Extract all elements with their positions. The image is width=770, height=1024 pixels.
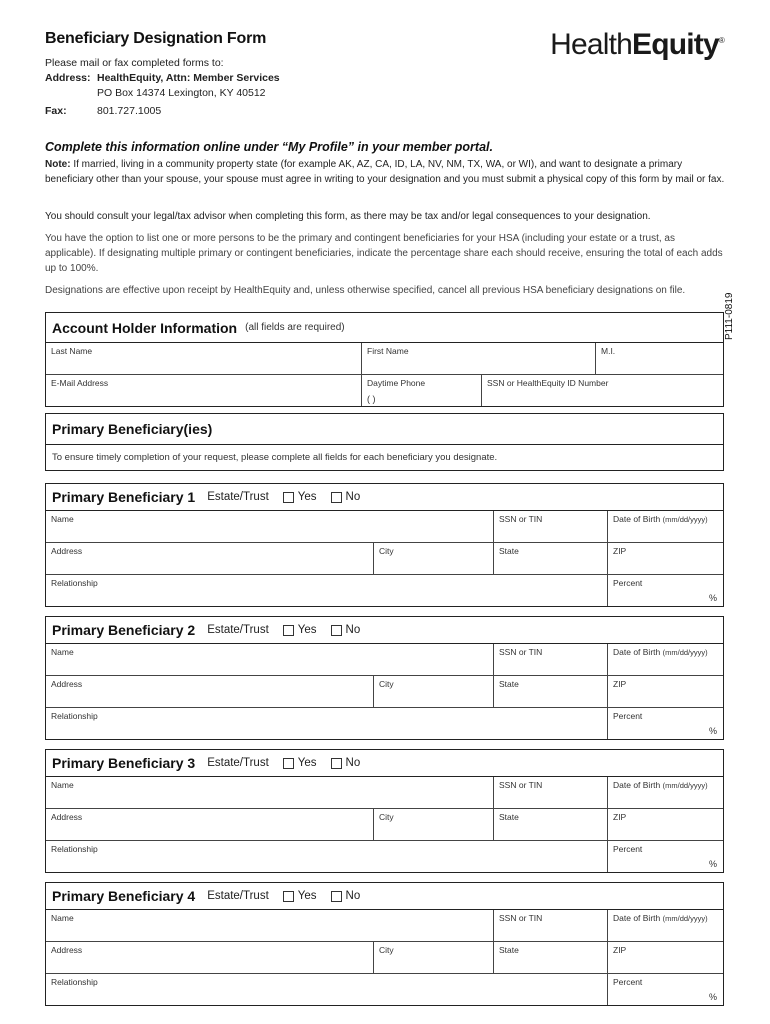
name-field[interactable] [46, 777, 494, 808]
yes-label: Yes [297, 491, 317, 503]
no-checkbox[interactable] [331, 757, 361, 769]
percent-sign: % [708, 593, 717, 603]
dob-hint: (mm/dd/yyyy) [662, 515, 708, 524]
last-name-label: Last Name [51, 346, 93, 356]
beneficiary-title: Primary Beneficiary 2 [52, 622, 196, 638]
logo-text-equity: Equity [632, 28, 719, 61]
name-label: Name [51, 913, 74, 923]
city-label: City [379, 812, 394, 822]
zip-label: ZIP [613, 812, 627, 822]
dob-label: Date of Birth [613, 514, 661, 524]
note-paragraph [45, 157, 725, 187]
checkbox-icon [331, 625, 342, 636]
no-checkbox[interactable] [331, 491, 361, 503]
relationship-field[interactable] [46, 708, 608, 739]
ssn-id-label: SSN or HealthEquity ID Number [487, 378, 609, 388]
middle-initial-field[interactable] [596, 343, 723, 374]
dob-hint: (mm/dd/yyyy) [662, 781, 708, 790]
city-field[interactable] [374, 809, 494, 840]
page-title: Beneficiary Designation Form [45, 30, 267, 47]
ssn-tin-label: SSN or TIN [499, 514, 543, 524]
address-field[interactable] [46, 942, 374, 973]
dob-hint: (mm/dd/yyyy) [662, 648, 708, 657]
first-name-label: First Name [367, 346, 409, 356]
beneficiary-2-section [45, 616, 724, 740]
ssn-tin-field[interactable] [494, 511, 608, 542]
city-label: City [379, 679, 394, 689]
percent-field[interactable] [608, 974, 723, 1005]
account-holder-title: Account Holder Information [52, 319, 238, 336]
last-name-field[interactable] [46, 343, 362, 374]
primary-beneficiaries-section [45, 413, 724, 471]
city-field[interactable] [374, 543, 494, 574]
beneficiary-3-section [45, 749, 724, 873]
relationship-field[interactable] [46, 575, 608, 606]
no-label: No [345, 890, 361, 902]
name-label: Name [51, 647, 74, 657]
account-holder-section [45, 312, 724, 407]
primary-beneficiaries-note: To ensure timely completion of your request, please complete all fields for each beneficiary you designate. [46, 444, 723, 470]
dob-field[interactable] [608, 777, 723, 808]
state-field[interactable] [494, 543, 608, 574]
name-label: Name [51, 514, 74, 524]
state-field[interactable] [494, 942, 608, 973]
zip-field[interactable] [608, 809, 723, 840]
name-field[interactable] [46, 644, 494, 675]
checkbox-icon [283, 492, 294, 503]
beneficiary-4-section [45, 882, 724, 1006]
dob-label: Date of Birth [613, 913, 661, 923]
consult-paragraph: You should consult your legal/tax advisor when completing this form, as there may be tax and/or legal consequences to your designation. [45, 211, 651, 222]
state-label: State [499, 812, 519, 822]
address-label: Address [51, 812, 83, 822]
phone-label: Daytime Phone [367, 378, 426, 388]
dob-label: Date of Birth [613, 780, 661, 790]
address-label: Address: [45, 72, 91, 84]
city-field[interactable] [374, 676, 494, 707]
dob-field[interactable] [608, 910, 723, 941]
state-label: State [499, 679, 519, 689]
percent-label: Percent [613, 711, 643, 721]
checkbox-icon [331, 891, 342, 902]
ssn-tin-label: SSN or TIN [499, 780, 543, 790]
relationship-label: Relationship [51, 711, 98, 721]
beneficiary-1-section [45, 483, 724, 607]
ssn-tin-label: SSN or TIN [499, 647, 543, 657]
name-field[interactable] [46, 910, 494, 941]
percent-sign: % [708, 859, 717, 869]
note-text: If married, living in a community property state (for example AK, AZ, CA, ID, LA, NV, NM, TX, WA, or WI), and want to designate a primary beneficiary other than your spouse, your spouse must agree in writing to your designation and you must submit a physical copy of this form by mail or fax. [45, 159, 725, 185]
ssn-tin-label: SSN or TIN [499, 913, 543, 923]
name-field[interactable] [46, 511, 494, 542]
beneficiary-title: Primary Beneficiary 3 [52, 755, 196, 771]
note-label: Note: [45, 159, 71, 170]
yes-label: Yes [297, 757, 317, 769]
phone-field[interactable] [362, 375, 482, 406]
zip-label: ZIP [613, 546, 627, 556]
online-heading: Complete this information online under “My Profile” in your member portal. [45, 140, 493, 154]
estate-trust-label: Estate/Trust [207, 624, 269, 636]
yes-checkbox[interactable] [283, 757, 317, 769]
first-name-field[interactable] [362, 343, 596, 374]
yes-label: Yes [297, 624, 317, 636]
dob-field[interactable] [608, 644, 723, 675]
relationship-field[interactable] [46, 841, 608, 872]
state-label: State [499, 546, 519, 556]
percent-label: Percent [613, 844, 643, 854]
relationship-label: Relationship [51, 977, 98, 987]
fax-number: 801.727.1005 [97, 105, 162, 117]
address-field[interactable] [46, 809, 374, 840]
relationship-label: Relationship [51, 578, 98, 588]
zip-field[interactable] [608, 942, 723, 973]
ssn-id-field[interactable] [482, 375, 723, 406]
zip-field[interactable] [608, 543, 723, 574]
primary-beneficiaries-title: Primary Beneficiary(ies) [52, 421, 213, 437]
relationship-field[interactable] [46, 974, 608, 1005]
no-checkbox[interactable] [331, 890, 361, 902]
mi-label: M.I. [601, 346, 616, 356]
yes-checkbox[interactable] [283, 624, 317, 636]
checkbox-icon [283, 891, 294, 902]
no-label: No [345, 757, 361, 769]
percent-field[interactable] [608, 708, 723, 739]
email-label: E-Mail Address [51, 378, 109, 388]
percent-sign: % [708, 992, 717, 1002]
name-label: Name [51, 780, 74, 790]
dob-label: Date of Birth [613, 647, 661, 657]
option-paragraph: You have the option to list one or more persons to be the primary and contingent beneficiaries for your HSA (including your estate or a trust, as applicable). If designating multiple primary or contingent beneficiaries, indicate the percentage share each should receive, ensuring the total of each adds up to 100%. [45, 233, 723, 274]
checkbox-icon [283, 625, 294, 636]
percent-label: Percent [613, 977, 643, 987]
estate-trust-label: Estate/Trust [207, 757, 269, 769]
mailing-info [45, 56, 280, 119]
no-checkbox[interactable] [331, 624, 361, 636]
zip-field[interactable] [608, 676, 723, 707]
address-line2: PO Box 14374 Lexington, KY 40512 [97, 87, 266, 99]
dob-field[interactable] [608, 511, 723, 542]
beneficiary-title: Primary Beneficiary 4 [52, 888, 196, 904]
percent-field[interactable] [608, 841, 723, 872]
zip-label: ZIP [613, 945, 627, 955]
relationship-label: Relationship [51, 844, 98, 854]
city-label: City [379, 546, 394, 556]
healthequity-logo [550, 28, 724, 62]
checkbox-icon [283, 758, 294, 769]
city-label: City [379, 945, 394, 955]
fax-label: Fax: [45, 105, 67, 117]
yes-checkbox[interactable] [283, 491, 317, 503]
dob-hint: (mm/dd/yyyy) [662, 914, 708, 923]
ssn-tin-field[interactable] [494, 644, 608, 675]
effective-paragraph: Designations are effective upon receipt by HealthEquity and, unless otherwise specified, cancel all previous HSA beneficiary designations on file. [45, 285, 686, 296]
yes-checkbox[interactable] [283, 890, 317, 902]
address-label: Address [51, 679, 83, 689]
logo-text-health: Health [550, 28, 633, 61]
zip-label: ZIP [613, 679, 627, 689]
address-line1: HealthEquity, Attn: Member Services [97, 72, 280, 84]
beneficiary-title: Primary Beneficiary 1 [52, 489, 196, 505]
percent-label: Percent [613, 578, 643, 588]
checkbox-icon [331, 492, 342, 503]
mail-instruction: Please mail or fax completed forms to: [45, 57, 224, 69]
state-field[interactable] [494, 676, 608, 707]
checkbox-icon [331, 758, 342, 769]
account-holder-subtitle: (all fields are required) [245, 322, 345, 333]
percent-sign: % [708, 726, 717, 736]
address-field[interactable] [46, 676, 374, 707]
city-field[interactable] [374, 942, 494, 973]
registered-mark: ® [718, 36, 724, 45]
no-label: No [345, 491, 361, 503]
yes-label: Yes [297, 890, 317, 902]
address-label: Address [51, 945, 83, 955]
ssn-tin-field[interactable] [494, 910, 608, 941]
estate-trust-label: Estate/Trust [207, 890, 269, 902]
state-label: State [499, 945, 519, 955]
form-code: P111-0819 [724, 292, 735, 340]
ssn-tin-field[interactable] [494, 777, 608, 808]
state-field[interactable] [494, 809, 608, 840]
address-field[interactable] [46, 543, 374, 574]
email-field[interactable] [46, 375, 362, 406]
no-label: No [345, 624, 361, 636]
percent-field[interactable] [608, 575, 723, 606]
phone-area-code: ( ) [367, 394, 376, 404]
estate-trust-label: Estate/Trust [207, 491, 269, 503]
address-label: Address [51, 546, 83, 556]
